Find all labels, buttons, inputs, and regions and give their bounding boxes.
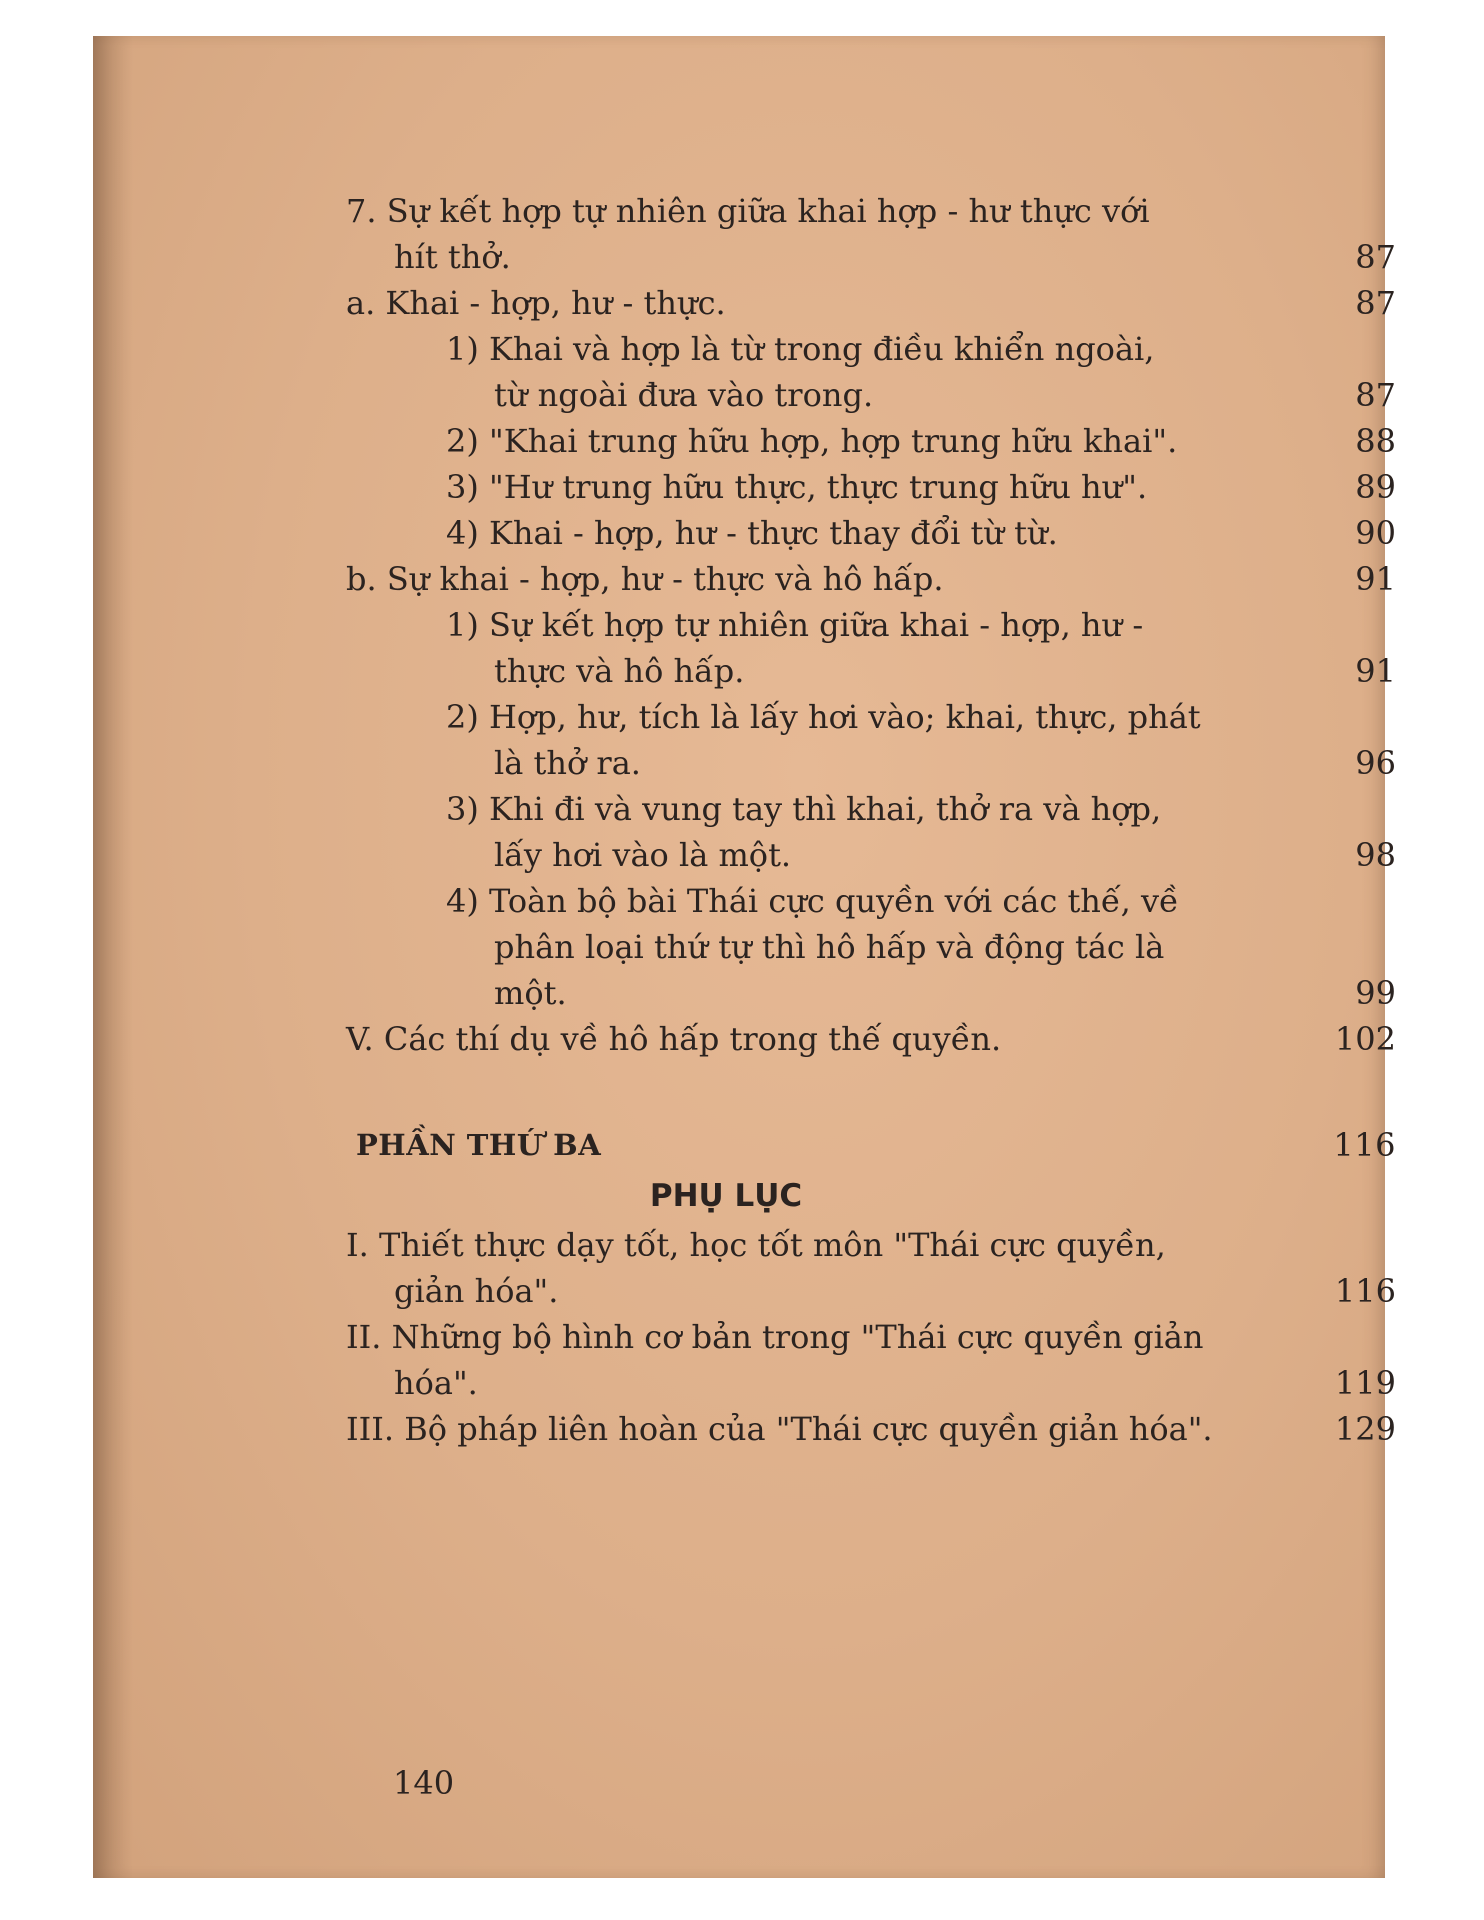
toc-entry-text: từ ngoài đưa vào trong. xyxy=(494,376,874,414)
toc-entry-page: 98 xyxy=(1355,836,1396,874)
toc-entry xyxy=(346,740,1396,786)
toc-entry-text: 1) Sự kết hợp tự nhiên giữa khai - hợp, hư - xyxy=(446,606,1144,644)
toc-entry xyxy=(346,1314,1396,1360)
toc-entry-page: 90 xyxy=(1355,514,1396,552)
toc-entry-text: 2) Hợp, hư, tích là lấy hơi vào; khai, thực, phát xyxy=(446,698,1201,736)
toc-entry-page: 91 xyxy=(1355,652,1396,690)
toc-entry xyxy=(346,1268,1396,1314)
toc-entry xyxy=(346,234,1396,280)
toc-entry xyxy=(346,648,1396,694)
toc-entry-text: 7. Sự kết hợp tự nhiên giữa khai hợp - hư thực với xyxy=(346,192,1150,230)
page-number: 140 xyxy=(393,1764,455,1802)
toc-entry-text: 3) Khi đi và vung tay thì khai, thở ra và hợp, xyxy=(446,790,1162,828)
toc-entry-text: 1) Khai và hợp là từ trong điều khiển ngoài, xyxy=(446,330,1155,368)
toc-entry-page: 87 xyxy=(1355,376,1396,414)
toc-entry xyxy=(346,602,1396,648)
toc-entry-text: 4) Toàn bộ bài Thái cực quyền với các thế, về xyxy=(446,882,1179,920)
toc-entry-page: 87 xyxy=(1355,238,1396,276)
table-of-contents xyxy=(346,188,1396,1452)
toc-entry xyxy=(346,326,1396,372)
toc-entry-text: hóa". xyxy=(394,1364,478,1402)
toc-entry-text: giản hóa". xyxy=(394,1272,559,1310)
toc-entry xyxy=(346,188,1396,234)
toc-entry-page: 102 xyxy=(1334,1020,1396,1058)
toc-entry-text: 4) Khai - hợp, hư - thực thay đổi từ từ. xyxy=(446,514,1058,552)
toc-entry xyxy=(346,1222,1396,1268)
toc-entry-text: III. Bộ pháp liên hoàn của "Thái cực quyền giản hóa". xyxy=(346,1410,1213,1448)
toc-entry-text: a. Khai - hợp, hư - thực. xyxy=(346,284,726,322)
toc-entry-text: V. Các thí dụ về hô hấp trong thế quyền. xyxy=(346,1020,1002,1058)
toc-entry-text: b. Sự khai - hợp, hư - thực và hô hấp. xyxy=(346,560,944,598)
toc-entry xyxy=(346,694,1396,740)
toc-entry-text: I. Thiết thực dạy tốt, học tốt môn "Thái cực quyền, xyxy=(346,1226,1166,1264)
toc-entry xyxy=(346,1016,1396,1062)
toc-entry xyxy=(346,924,1396,970)
toc-entry-text: hít thở. xyxy=(394,238,511,276)
toc-entry xyxy=(346,556,1396,602)
toc-entry-page: 129 xyxy=(1334,1410,1396,1448)
toc-entry xyxy=(346,832,1396,878)
appendix-title: PHỤ LỤC xyxy=(649,1178,803,1214)
toc-entry-page: 88 xyxy=(1355,422,1396,460)
toc-entry xyxy=(346,878,1396,924)
toc-entry-text: phân loại thứ tự thì hô hấp và động tác là xyxy=(494,928,1165,966)
toc-entry-text: thực và hô hấp. xyxy=(494,652,745,690)
toc-entry-text: 3) "Hư trung hữu thực, thực trung hữu hư". xyxy=(446,468,1148,506)
toc-entry-page: 91 xyxy=(1355,560,1396,598)
toc-entry-page: 116 xyxy=(1334,1272,1396,1310)
toc-list-appendix xyxy=(346,1222,1396,1452)
toc-entry-page: 119 xyxy=(1334,1364,1396,1402)
toc-entry-page: 99 xyxy=(1355,974,1396,1012)
toc-entry-text: là thở ra. xyxy=(494,744,641,782)
toc-entry-page: 96 xyxy=(1355,744,1396,782)
book-page xyxy=(93,36,1396,1878)
toc-entry-text: một. xyxy=(494,974,567,1012)
toc-entry xyxy=(346,1360,1396,1406)
toc-entry xyxy=(346,372,1396,418)
part-heading-page: 116 xyxy=(1333,1126,1396,1164)
toc-entry xyxy=(346,418,1396,464)
toc-entry xyxy=(346,510,1396,556)
toc-entry xyxy=(346,280,1396,326)
toc-entry xyxy=(346,1406,1396,1452)
section-spacer xyxy=(346,1062,1396,1120)
toc-entry-text: 2) "Khai trung hữu hợp, hợp trung hữu khai". xyxy=(446,422,1178,460)
part-heading xyxy=(346,1120,1396,1170)
toc-entry xyxy=(346,786,1396,832)
toc-entry-text: lấy hơi vào là một. xyxy=(494,836,792,874)
toc-entry xyxy=(346,464,1396,510)
toc-entry-page: 89 xyxy=(1355,468,1396,506)
toc-entry-text: II. Những bộ hình cơ bản trong "Thái cực quyền giản xyxy=(346,1318,1204,1356)
toc-entry xyxy=(346,970,1396,1016)
toc-entry-page: 87 xyxy=(1355,284,1396,322)
toc-list-part-two xyxy=(346,188,1396,1062)
part-heading-text: PHẦN THỨ BA xyxy=(356,1128,602,1162)
